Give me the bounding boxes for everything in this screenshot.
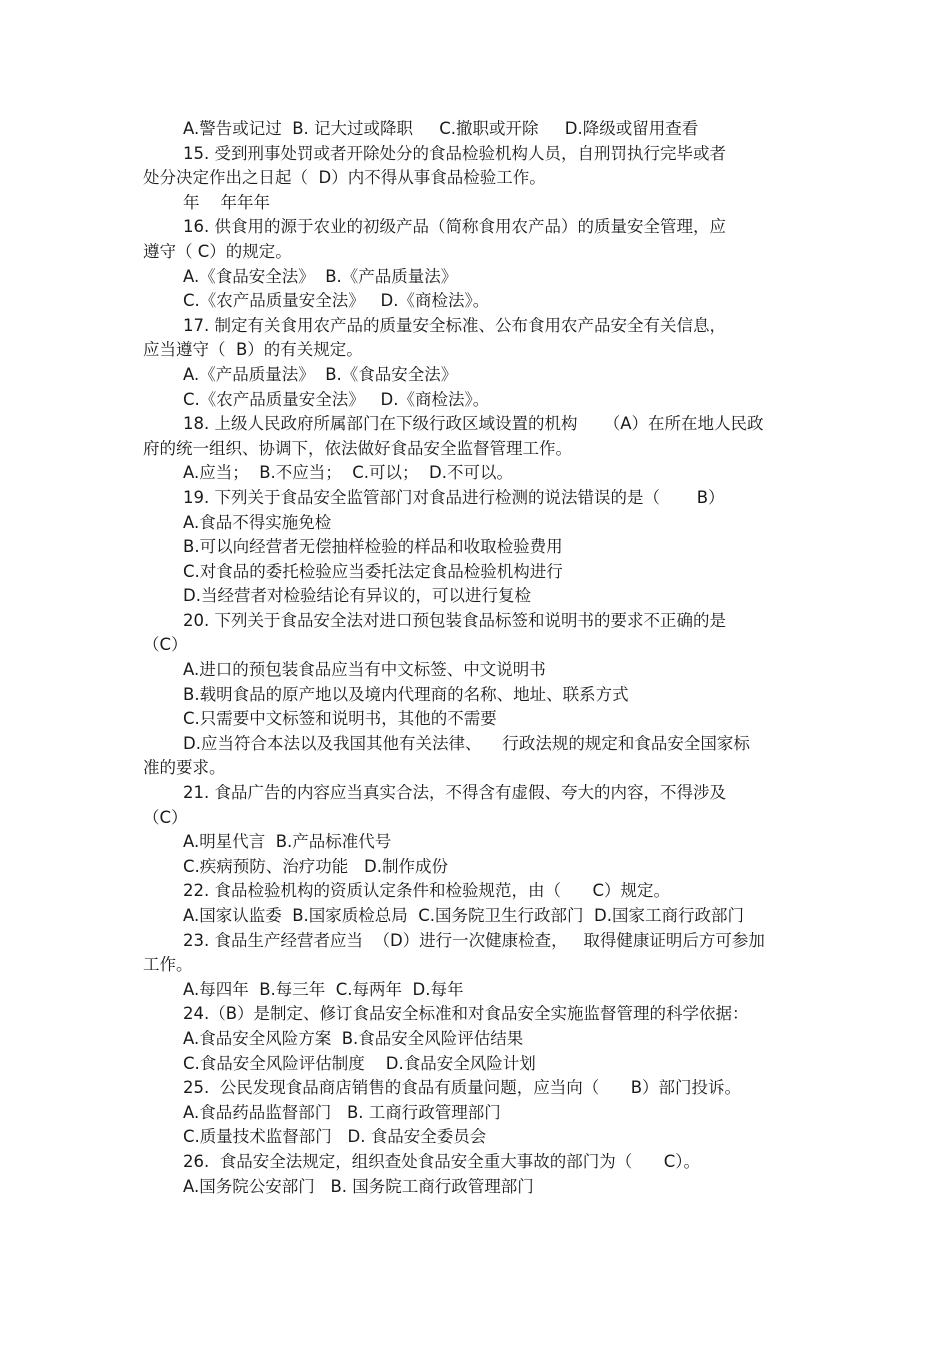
text-line: A.《产品质量法》 B.《食品安全法》: [183, 364, 458, 384]
text-line: D.当经营者对检验结论有异议的，可以进行复检: [183, 586, 531, 606]
text-line: A.食品药品监督部门 B. 工商行政管理部门: [183, 1102, 501, 1122]
text-line: A.国家认监委 B.国家质检总局 C.国务院卫生行政部门 D.国家工商行政部门: [183, 906, 744, 925]
text-line: （C）: [143, 807, 188, 827]
text-line: C.只需要中文标签和说明书，其他的不需要: [183, 709, 497, 729]
text-line: 准的要求。: [143, 758, 226, 778]
text-line: 16. 供食用的源于农业的初级产品（简称食用农产品）的质量安全管理，应: [183, 217, 726, 237]
text-line: C.质量技术监督部门 D. 食品安全委员会: [183, 1127, 487, 1147]
text-line: A.应当； B.不应当； C.可以； D.不可以。: [183, 463, 513, 483]
text-line: A.进口的预包装食品应当有中文标签、中文说明书: [183, 660, 546, 680]
document-body: [143, 117, 803, 1199]
text-line: 24.（B）是制定、修订食品安全标准和对食品安全实施监督管理的科学依据：: [183, 1004, 749, 1024]
text-line: 17. 制定有关食用农产品的质量安全标准、公布食用农产品安全有关信息，: [183, 315, 726, 335]
text-line: C.对食品的委托检验应当委托法定食品检验机构进行: [183, 561, 563, 581]
text-line: 20. 下列关于食品安全法对进口预包装食品标签和说明书的要求不正确的是: [183, 610, 726, 630]
text-line: 21. 食品广告的内容应当真实合法，不得含有虚假、夸大的内容，不得涉及: [183, 783, 726, 803]
text-line: A.《食品安全法》 B.《产品质量法》: [183, 266, 458, 286]
text-line: 22. 食品检验机构的资质认定条件和检验规范，由（ C）规定。: [183, 881, 670, 901]
text-line: （C）: [143, 635, 188, 655]
text-line: A.警告或记过 B. 记大过或降职 C.撤职或开除 D.降级或留用查看: [183, 119, 699, 138]
text-line: A.食品安全风险方案 B.食品安全风险评估结果: [183, 1028, 524, 1048]
text-line: C.食品安全风险评估制度 D.食品安全风险计划: [183, 1053, 536, 1073]
text-line: 19. 下列关于食品安全监管部门对食品进行检测的说法错误的是（ B）: [183, 487, 725, 507]
text-line: 26. 食品安全法规定，组织查处食品安全重大事故的部门为（ C）。: [183, 1151, 700, 1171]
text-line: A.明星代言 B.产品标准代号: [183, 832, 392, 852]
text-line: A.食品不得实施免检: [183, 512, 332, 532]
text-line: 18. 上级人民政府所属部门在下级行政区域设置的机构 （A）在所在地人民政: [183, 414, 764, 434]
text-line: 府的统一组织、协调下，依法做好食品安全监督管理工作。: [143, 438, 572, 458]
text-line: A.国务院公安部门 B. 国务院工商行政管理部门: [183, 1176, 534, 1196]
text-line: 应当遵守（ B）的有关规定。: [143, 340, 363, 360]
text-line: 处分决定作出之日起（ D）内不得从事食品检验工作。: [143, 168, 546, 188]
text-line: 15. 受到刑事处罚或者开除处分的食品检验机构人员，自刑罚执行完毕或者: [183, 143, 726, 163]
text-line: 23. 食品生产经营者应当 （D）进行一次健康检查， 取得健康证明后方可参加: [183, 930, 765, 950]
text-line: C.《农产品质量安全法》 D.《商检法》。: [183, 291, 490, 311]
text-line: B.载明食品的原产地以及境内代理商的名称、地址、联系方式: [183, 684, 629, 704]
text-line: 年 年年年: [183, 192, 270, 212]
text-line: C.疾病预防、治疗功能 D.制作成份: [183, 856, 448, 876]
text-line: A.每四年 B.每三年 C.每两年 D.每年: [183, 979, 464, 999]
text-line: D.应当符合本法以及我国其他有关法律、 行政法规的规定和食品安全国家标: [183, 733, 750, 753]
text-line: C.《农产品质量安全法》 D.《商检法》。: [183, 389, 490, 409]
text-line: B.可以向经营者无偿抽样检验的样品和收取检验费用: [183, 537, 563, 557]
text-line: 工作。: [143, 955, 193, 975]
text-line: 遵守（ C）的规定。: [143, 241, 292, 261]
text-line: 25. 公民发现食品商店销售的食品有质量问题，应当向（ B）部门投诉。: [183, 1078, 742, 1098]
